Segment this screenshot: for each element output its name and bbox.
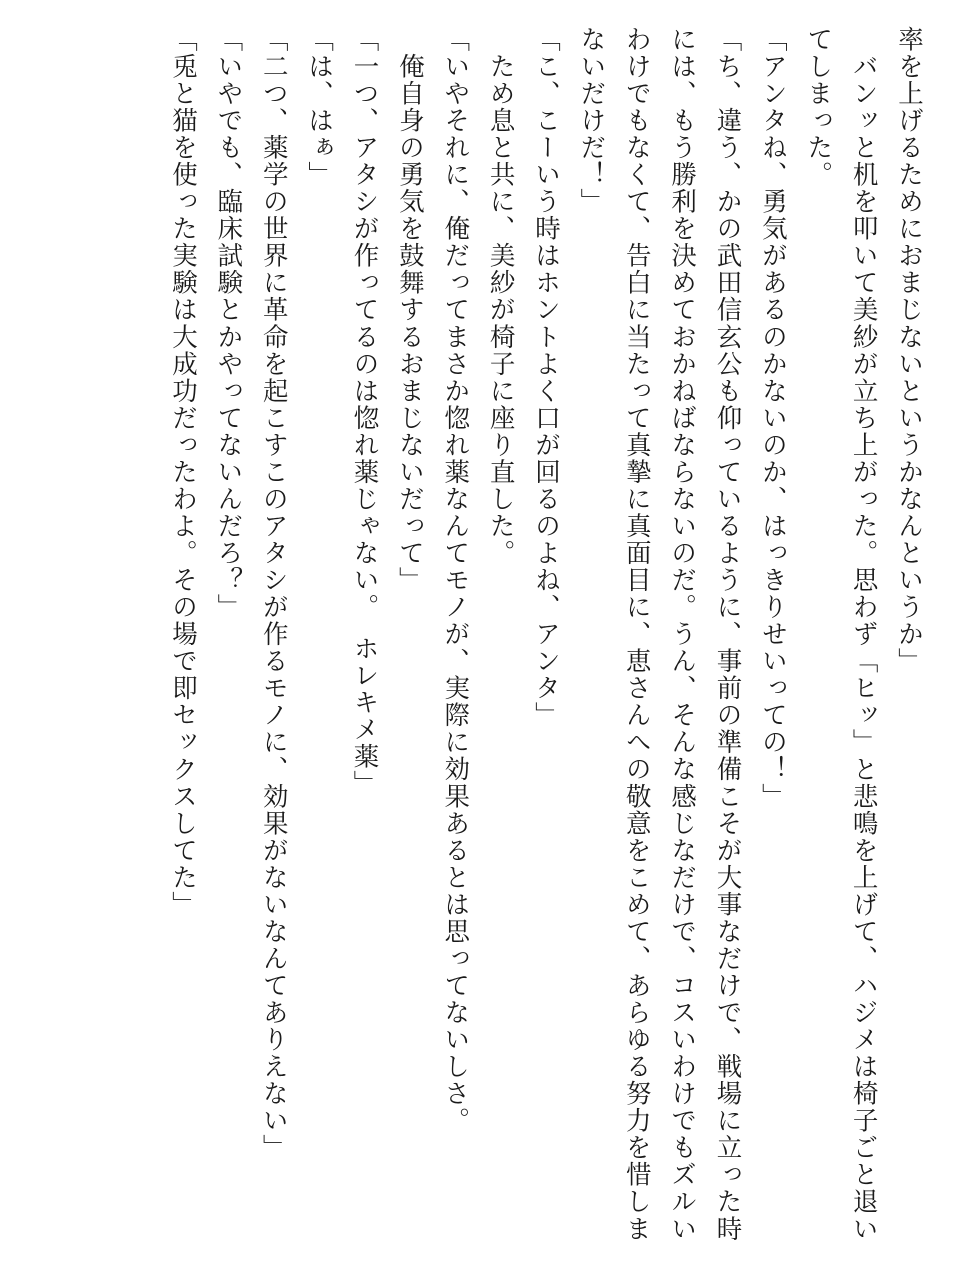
paragraph: 「こ、こーいう時はホントよく口が回るのよね、アンタ」 xyxy=(532,26,561,729)
paragraph: 率を上げるためにおまじないというかなんというか」 xyxy=(895,26,924,675)
paragraph: 「いやそれに、俺だってまさか惚れ薬なんてモノが、実際に効果あるとは思ってないしさ。 xyxy=(441,26,471,1135)
paragraph: バンッと机を叩いて美紗が立ち上がった。思わず「ヒッ」と悲鳴を上げて、ハジメは椅子ごと退いてしまった。 xyxy=(804,26,879,1243)
paragraph: 「いやでも、臨床試験とかやってないんだろ？」 xyxy=(214,26,244,621)
paragraph: 「二つ、薬学の世界に革命を起こすこのアタシが作るモノに、効果がないなんてありえない」 xyxy=(259,26,289,1162)
paragraph: 「は、はぁ」 xyxy=(305,26,335,189)
paragraph: 俺自身の勇気を鼓舞するおまじないだって」 xyxy=(395,26,425,594)
paragraph: 「アンタね、勇気があるのかないのか、はっきりせいっての！」 xyxy=(758,26,788,810)
paragraph: 「一つ、アタシが作ってるのは惚れ薬じゃない。 ホレキメ薬」 xyxy=(350,26,380,798)
paragraph: ため息と共に、美紗が椅子に座り直した。 xyxy=(486,26,516,567)
paragraph: 「ち、違う、かの武田信玄公も仰っているように、事前の準備こそが大事なだけで、戦場に立った時には、もう勝利を決めておかねばならないのだ。うん、そんな感じなだけで、コスいわけでもズルいわけでもなくて、告白に当たって真摯に真面目に、恵さんへの敬意をこめて、あらゆる努力を惜しまないだけだ！」 xyxy=(577,26,743,1243)
paragraph: 「兎と猫を使った実験は大成功だったわよ。その場で即セックスしてた」 xyxy=(169,26,198,918)
vertical-text-body xyxy=(40,26,932,1254)
